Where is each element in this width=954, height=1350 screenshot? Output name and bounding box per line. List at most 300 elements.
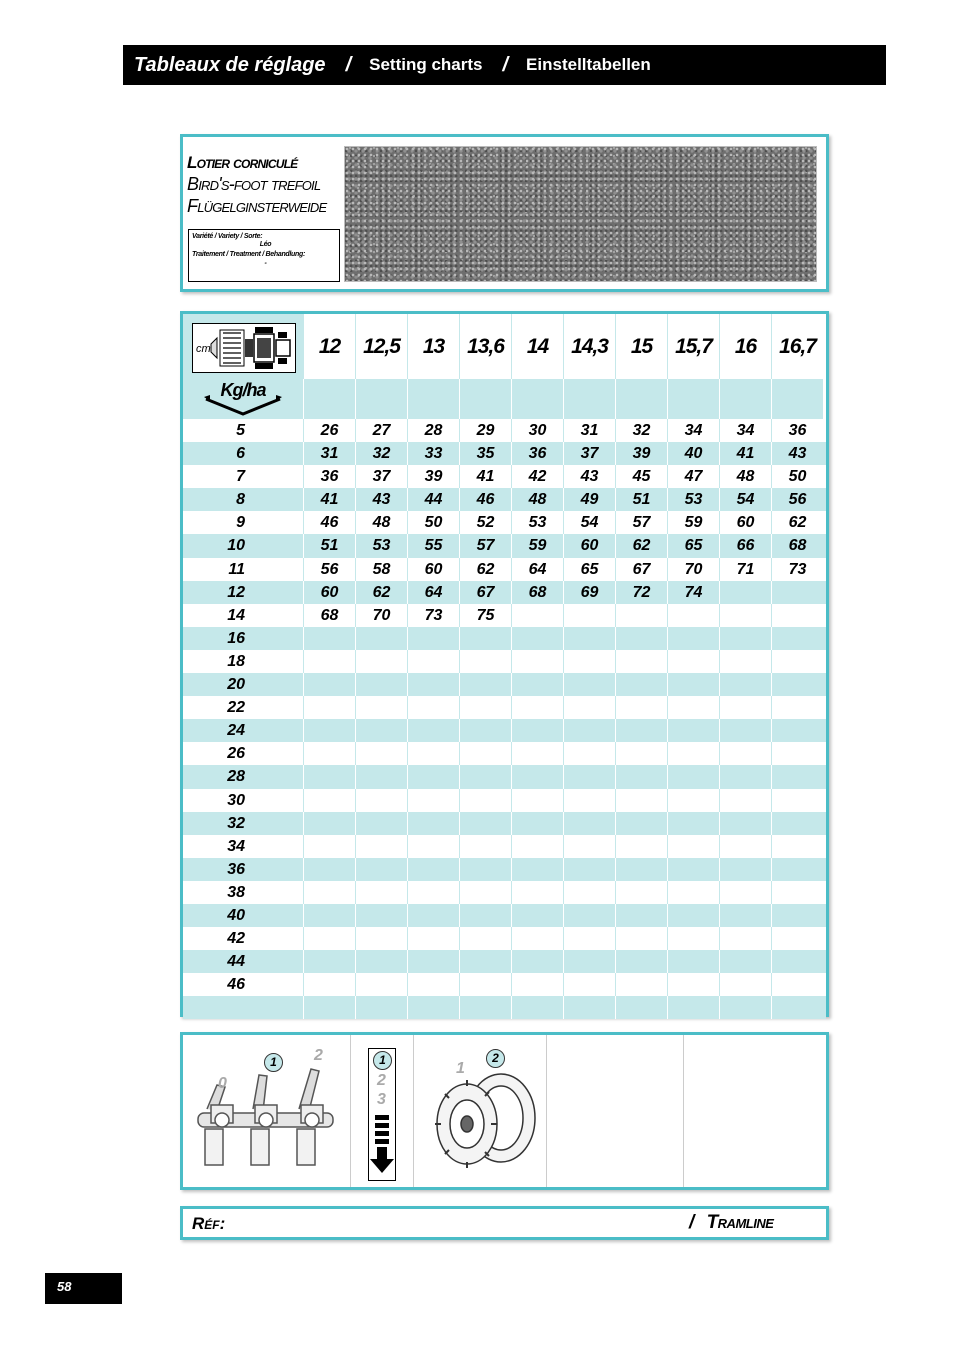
setting-value-cell: 57 <box>615 511 667 534</box>
variety-label: Variété / Variety / Sorte: <box>192 233 263 240</box>
rate-cell: 20 <box>227 676 245 694</box>
rate-unit-indicator <box>204 380 282 417</box>
setting-value-cell <box>563 696 615 719</box>
width-header-gap <box>563 379 615 419</box>
setting-value-cell <box>771 881 823 904</box>
width-column-3 <box>459 314 511 419</box>
setting-value-cell <box>459 812 511 835</box>
table-row <box>183 835 826 858</box>
setting-value-cell <box>563 927 615 950</box>
setting-value-cell <box>615 696 667 719</box>
setting-value-cell <box>667 904 719 927</box>
table-row <box>183 419 826 442</box>
setting-value-cell: 60 <box>563 534 615 557</box>
width-header: 12,5 <box>355 314 407 379</box>
setting-value-cell <box>615 789 667 812</box>
rate-cell: 36 <box>227 860 245 878</box>
rate-cell: 34 <box>227 837 245 855</box>
setting-value-cell <box>667 927 719 950</box>
seed-photo <box>344 146 817 282</box>
setting-value-cell: 26 <box>303 419 355 442</box>
setting-value-cell <box>719 604 771 627</box>
setting-value-cell <box>667 696 719 719</box>
setting-value-cell: 52 <box>459 511 511 534</box>
setting-value-cell: 60 <box>303 581 355 604</box>
setting-value-cell <box>563 650 615 673</box>
setting-value-cell <box>511 719 563 742</box>
setting-value-cell <box>719 742 771 765</box>
setting-value-cell: 62 <box>771 511 823 534</box>
table-row <box>183 904 826 927</box>
setting-value-cell <box>667 950 719 973</box>
setting-value-cell <box>771 581 823 604</box>
seed-panel <box>180 134 829 292</box>
width-header: 14 <box>511 314 563 379</box>
setting-value-cell <box>771 973 823 996</box>
setting-value-cell: 41 <box>459 465 511 488</box>
setting-value-cell <box>615 604 667 627</box>
setting-value-cell <box>459 627 511 650</box>
setting-value-cell: 41 <box>719 442 771 465</box>
setting-value-cell <box>563 604 615 627</box>
width-column-7 <box>667 314 719 419</box>
setting-value-cell <box>303 742 355 765</box>
setting-value-cell <box>719 765 771 788</box>
setting-value-cell <box>303 950 355 973</box>
width-header: 14,3 <box>563 314 615 379</box>
title-de: Einstelltabellen <box>526 55 651 74</box>
rate-cell: 40 <box>227 906 245 924</box>
table-row <box>183 789 826 812</box>
setting-value-cell: 34 <box>719 419 771 442</box>
setting-value-cell <box>407 673 459 696</box>
gear-position-2-badge: 2 <box>486 1049 505 1068</box>
flap-position-1-badge: 1 <box>264 1053 283 1072</box>
setting-value-cell <box>667 627 719 650</box>
setting-value-cell <box>303 650 355 673</box>
setting-value-cell <box>303 812 355 835</box>
scale-level-3: 3 <box>377 1091 386 1108</box>
setting-value-cell <box>719 950 771 973</box>
setting-value-cell: 36 <box>303 465 355 488</box>
rate-cell: 18 <box>227 652 245 670</box>
setting-value-cell <box>615 858 667 881</box>
rate-cell <box>183 996 303 1019</box>
setting-value-cell: 62 <box>355 581 407 604</box>
setting-value-cell: 62 <box>615 534 667 557</box>
rate-cell: 30 <box>227 791 245 809</box>
width-header-gap <box>615 379 667 419</box>
setting-value-cell: 59 <box>511 534 563 557</box>
width-header: 15,7 <box>667 314 719 379</box>
setting-value-cell: 37 <box>355 465 407 488</box>
setting-value-cell <box>771 604 823 627</box>
setting-value-cell <box>719 696 771 719</box>
setting-value-cell <box>303 904 355 927</box>
setting-value-cell <box>719 973 771 996</box>
setting-value-cell: 73 <box>407 604 459 627</box>
setting-value-cell <box>667 996 719 1019</box>
setting-value-cell <box>511 881 563 904</box>
setting-value-cell <box>459 881 511 904</box>
width-header: 15 <box>615 314 667 379</box>
setting-value-cell: 44 <box>407 488 459 511</box>
setting-value-cell <box>719 904 771 927</box>
setting-value-cell: 60 <box>407 558 459 581</box>
setting-value-cell: 66 <box>719 534 771 557</box>
setting-value-cell: 43 <box>355 488 407 511</box>
rate-cell: 7 <box>236 468 245 486</box>
setting-value-cell <box>563 996 615 1019</box>
setting-value-cell <box>511 627 563 650</box>
setting-value-cell: 56 <box>303 558 355 581</box>
setting-value-cell: 30 <box>511 419 563 442</box>
tramline-label <box>689 1212 773 1234</box>
setting-value-cell: 51 <box>303 534 355 557</box>
setting-value-cell <box>459 835 511 858</box>
setting-value-cell <box>667 789 719 812</box>
setting-value-cell <box>355 627 407 650</box>
title-en: Setting charts <box>369 55 483 74</box>
width-header-gap <box>303 379 355 419</box>
setting-value-cell <box>459 742 511 765</box>
rate-cell: 28 <box>227 768 245 786</box>
rate-cell: 42 <box>227 930 245 948</box>
width-header: 13 <box>407 314 459 379</box>
setting-value-cell: 32 <box>615 419 667 442</box>
setting-value-cell <box>355 858 407 881</box>
setting-value-cell <box>615 904 667 927</box>
setting-value-cell <box>407 627 459 650</box>
setting-value-cell <box>771 650 823 673</box>
title-separator: / <box>345 53 352 76</box>
setting-table <box>183 314 826 1019</box>
setting-value-cell <box>771 742 823 765</box>
setting-value-cell <box>719 835 771 858</box>
width-column-4 <box>511 314 563 419</box>
setting-value-cell <box>719 627 771 650</box>
flap-setting <box>183 1035 351 1187</box>
setting-value-cell <box>615 835 667 858</box>
width-header-gap <box>771 379 823 419</box>
tramline-text: Tramline <box>706 1212 774 1233</box>
settings-panel <box>180 1032 829 1190</box>
table-row <box>183 881 826 904</box>
setting-value-cell <box>407 996 459 1019</box>
setting-value-cell <box>615 973 667 996</box>
setting-value-cell <box>407 650 459 673</box>
setting-value-cell <box>771 812 823 835</box>
rate-cell: 24 <box>227 722 245 740</box>
setting-value-cell: 36 <box>771 419 823 442</box>
setting-value-cell <box>771 858 823 881</box>
setting-value-cell <box>667 881 719 904</box>
setting-value-cell: 47 <box>667 465 719 488</box>
setting-value-cell <box>303 881 355 904</box>
setting-value-cell <box>719 673 771 696</box>
scale-level-2: 2 <box>377 1072 386 1089</box>
seed-name-en: Bird's-foot trefoil <box>187 174 321 194</box>
width-column-0 <box>303 314 355 419</box>
table-row <box>183 465 826 488</box>
setting-value-cell <box>615 719 667 742</box>
setting-value-cell <box>563 904 615 927</box>
setting-value-cell <box>563 973 615 996</box>
setting-value-cell: 54 <box>719 488 771 511</box>
setting-value-cell <box>563 719 615 742</box>
setting-value-cell <box>667 742 719 765</box>
setting-value-cell <box>667 835 719 858</box>
width-column-5 <box>563 314 615 419</box>
setting-value-cell <box>407 881 459 904</box>
setting-value-cell <box>719 650 771 673</box>
setting-value-cell <box>459 650 511 673</box>
setting-value-cell: 71 <box>719 558 771 581</box>
setting-value-cell <box>459 996 511 1019</box>
setting-value-cell <box>563 858 615 881</box>
setting-value-cell <box>355 719 407 742</box>
width-header: 16 <box>719 314 771 379</box>
setting-value-cell <box>719 927 771 950</box>
setting-value-cell <box>355 927 407 950</box>
table-row <box>183 488 826 511</box>
setting-value-cell <box>771 789 823 812</box>
setting-value-cell: 54 <box>563 511 615 534</box>
flap-mechanism-icon <box>193 1065 343 1185</box>
setting-value-cell <box>355 742 407 765</box>
scale-indicator <box>368 1048 396 1181</box>
unit-kgha: Kg/ha <box>220 380 266 400</box>
setting-value-cell <box>355 904 407 927</box>
treatment-value: - <box>264 260 267 267</box>
setting-value-cell: 64 <box>407 581 459 604</box>
settings-empty-1 <box>546 1035 684 1187</box>
setting-value-cell <box>563 835 615 858</box>
width-column-1 <box>355 314 407 419</box>
setting-value-cell: 72 <box>615 581 667 604</box>
setting-value-cell <box>459 765 511 788</box>
tractor-width-icon <box>192 323 296 373</box>
setting-value-cell <box>667 765 719 788</box>
setting-value-cell <box>511 812 563 835</box>
setting-value-cell <box>303 927 355 950</box>
setting-value-cell <box>355 765 407 788</box>
rate-cell: 44 <box>227 953 245 971</box>
setting-value-cell: 57 <box>459 534 511 557</box>
setting-value-cell: 45 <box>615 465 667 488</box>
setting-value-cell <box>771 927 823 950</box>
setting-value-cell <box>459 696 511 719</box>
setting-value-cell: 68 <box>303 604 355 627</box>
rate-cell: 8 <box>236 491 245 509</box>
table-row <box>183 558 826 581</box>
setting-value-cell: 53 <box>355 534 407 557</box>
setting-value-cell: 36 <box>511 442 563 465</box>
setting-value-cell: 28 <box>407 419 459 442</box>
table-body <box>183 419 826 1019</box>
setting-value-cell: 62 <box>459 558 511 581</box>
width-header-gap <box>407 379 459 419</box>
setting-value-cell <box>615 765 667 788</box>
rate-cell: 12 <box>227 583 245 601</box>
setting-value-cell: 64 <box>511 558 563 581</box>
table-row <box>183 742 826 765</box>
setting-value-cell <box>667 858 719 881</box>
setting-value-cell <box>667 604 719 627</box>
setting-value-cell <box>771 950 823 973</box>
reference-panel <box>180 1206 829 1240</box>
setting-value-cell <box>407 812 459 835</box>
setting-value-cell <box>459 719 511 742</box>
setting-value-cell <box>459 789 511 812</box>
table-header-row <box>183 314 826 419</box>
ref-separator: / <box>689 1212 694 1233</box>
setting-value-cell: 75 <box>459 604 511 627</box>
width-header-gap <box>667 379 719 419</box>
setting-value-cell <box>719 789 771 812</box>
setting-value-cell <box>615 627 667 650</box>
setting-value-cell <box>615 950 667 973</box>
table-row <box>183 719 826 742</box>
rate-cell: 9 <box>236 514 245 532</box>
setting-value-cell: 31 <box>563 419 615 442</box>
table-row <box>183 996 826 1019</box>
seed-names <box>187 153 343 217</box>
setting-value-cell <box>407 950 459 973</box>
setting-value-cell: 70 <box>355 604 407 627</box>
setting-value-cell <box>459 927 511 950</box>
setting-value-cell <box>563 627 615 650</box>
table-row <box>183 442 826 465</box>
setting-value-cell <box>459 858 511 881</box>
setting-value-cell: 74 <box>667 581 719 604</box>
setting-value-cell <box>511 835 563 858</box>
setting-value-cell <box>771 835 823 858</box>
title-separator: / <box>502 53 509 76</box>
setting-value-cell: 34 <box>667 419 719 442</box>
setting-value-cell: 46 <box>459 488 511 511</box>
setting-value-cell <box>667 650 719 673</box>
setting-value-cell: 55 <box>407 534 459 557</box>
width-header-gap <box>459 379 511 419</box>
setting-value-cell <box>303 765 355 788</box>
table-row <box>183 765 826 788</box>
rate-cell: 10 <box>227 537 245 555</box>
seed-name-de: Flügelginsterweide <box>187 196 327 216</box>
setting-value-cell <box>511 927 563 950</box>
setting-value-cell <box>667 673 719 696</box>
setting-value-cell <box>667 812 719 835</box>
setting-value-cell <box>563 812 615 835</box>
setting-value-cell <box>563 673 615 696</box>
table-row <box>183 927 826 950</box>
setting-value-cell <box>355 673 407 696</box>
setting-value-cell <box>511 650 563 673</box>
setting-value-cell <box>407 858 459 881</box>
setting-value-cell <box>459 973 511 996</box>
setting-value-cell: 50 <box>407 511 459 534</box>
setting-value-cell: 32 <box>355 442 407 465</box>
setting-value-cell <box>667 719 719 742</box>
setting-value-cell: 29 <box>459 419 511 442</box>
setting-value-cell <box>355 696 407 719</box>
setting-value-cell: 39 <box>615 442 667 465</box>
setting-value-cell <box>511 604 563 627</box>
setting-value-cell <box>563 742 615 765</box>
table-row <box>183 973 826 996</box>
rate-cell: 6 <box>236 445 245 463</box>
setting-value-cell <box>615 742 667 765</box>
table-row <box>183 950 826 973</box>
table-row <box>183 511 826 534</box>
table-row <box>183 650 826 673</box>
rate-cell: 32 <box>227 814 245 832</box>
table-row <box>183 673 826 696</box>
flap-position-2: 2 <box>314 1047 323 1064</box>
width-header: 13,6 <box>459 314 511 379</box>
setting-value-cell <box>511 789 563 812</box>
setting-value-cell <box>355 996 407 1019</box>
setting-value-cell <box>407 719 459 742</box>
setting-value-cell <box>511 696 563 719</box>
setting-value-cell <box>407 904 459 927</box>
setting-value-cell <box>407 973 459 996</box>
unit-cm: cm <box>196 343 211 355</box>
table-row <box>183 696 826 719</box>
setting-value-cell: 69 <box>563 581 615 604</box>
setting-value-cell <box>771 719 823 742</box>
setting-value-cell <box>459 950 511 973</box>
setting-value-cell <box>771 904 823 927</box>
settings-empty-2 <box>683 1035 826 1187</box>
setting-value-cell <box>303 835 355 858</box>
setting-value-cell <box>563 789 615 812</box>
scale-level-1-badge: 1 <box>373 1051 392 1070</box>
setting-value-cell: 53 <box>667 488 719 511</box>
setting-value-cell <box>771 696 823 719</box>
setting-value-cell: 39 <box>407 465 459 488</box>
setting-value-cell <box>563 881 615 904</box>
table-row <box>183 581 826 604</box>
setting-value-cell <box>719 812 771 835</box>
setting-value-cell: 35 <box>459 442 511 465</box>
setting-value-cell: 42 <box>511 465 563 488</box>
setting-value-cell: 53 <box>511 511 563 534</box>
setting-value-cell <box>719 858 771 881</box>
setting-value-cell <box>407 696 459 719</box>
setting-value-cell <box>407 927 459 950</box>
rate-cell: 38 <box>227 883 245 901</box>
setting-value-cell <box>511 858 563 881</box>
setting-value-cell <box>303 858 355 881</box>
variety-value: Léo <box>259 241 272 248</box>
setting-value-cell <box>563 950 615 973</box>
table-row <box>183 812 826 835</box>
table-row <box>183 604 826 627</box>
setting-value-cell <box>771 996 823 1019</box>
setting-value-cell <box>407 835 459 858</box>
treatment-label: Traitement / Treatment / Behandlung: <box>192 251 306 258</box>
width-columns <box>303 314 823 419</box>
width-column-8 <box>719 314 771 419</box>
width-column-6 <box>615 314 667 419</box>
setting-value-cell <box>563 765 615 788</box>
setting-value-cell <box>511 765 563 788</box>
setting-value-cell <box>407 789 459 812</box>
setting-value-cell: 68 <box>511 581 563 604</box>
page-header <box>123 45 886 85</box>
setting-value-cell <box>719 996 771 1019</box>
